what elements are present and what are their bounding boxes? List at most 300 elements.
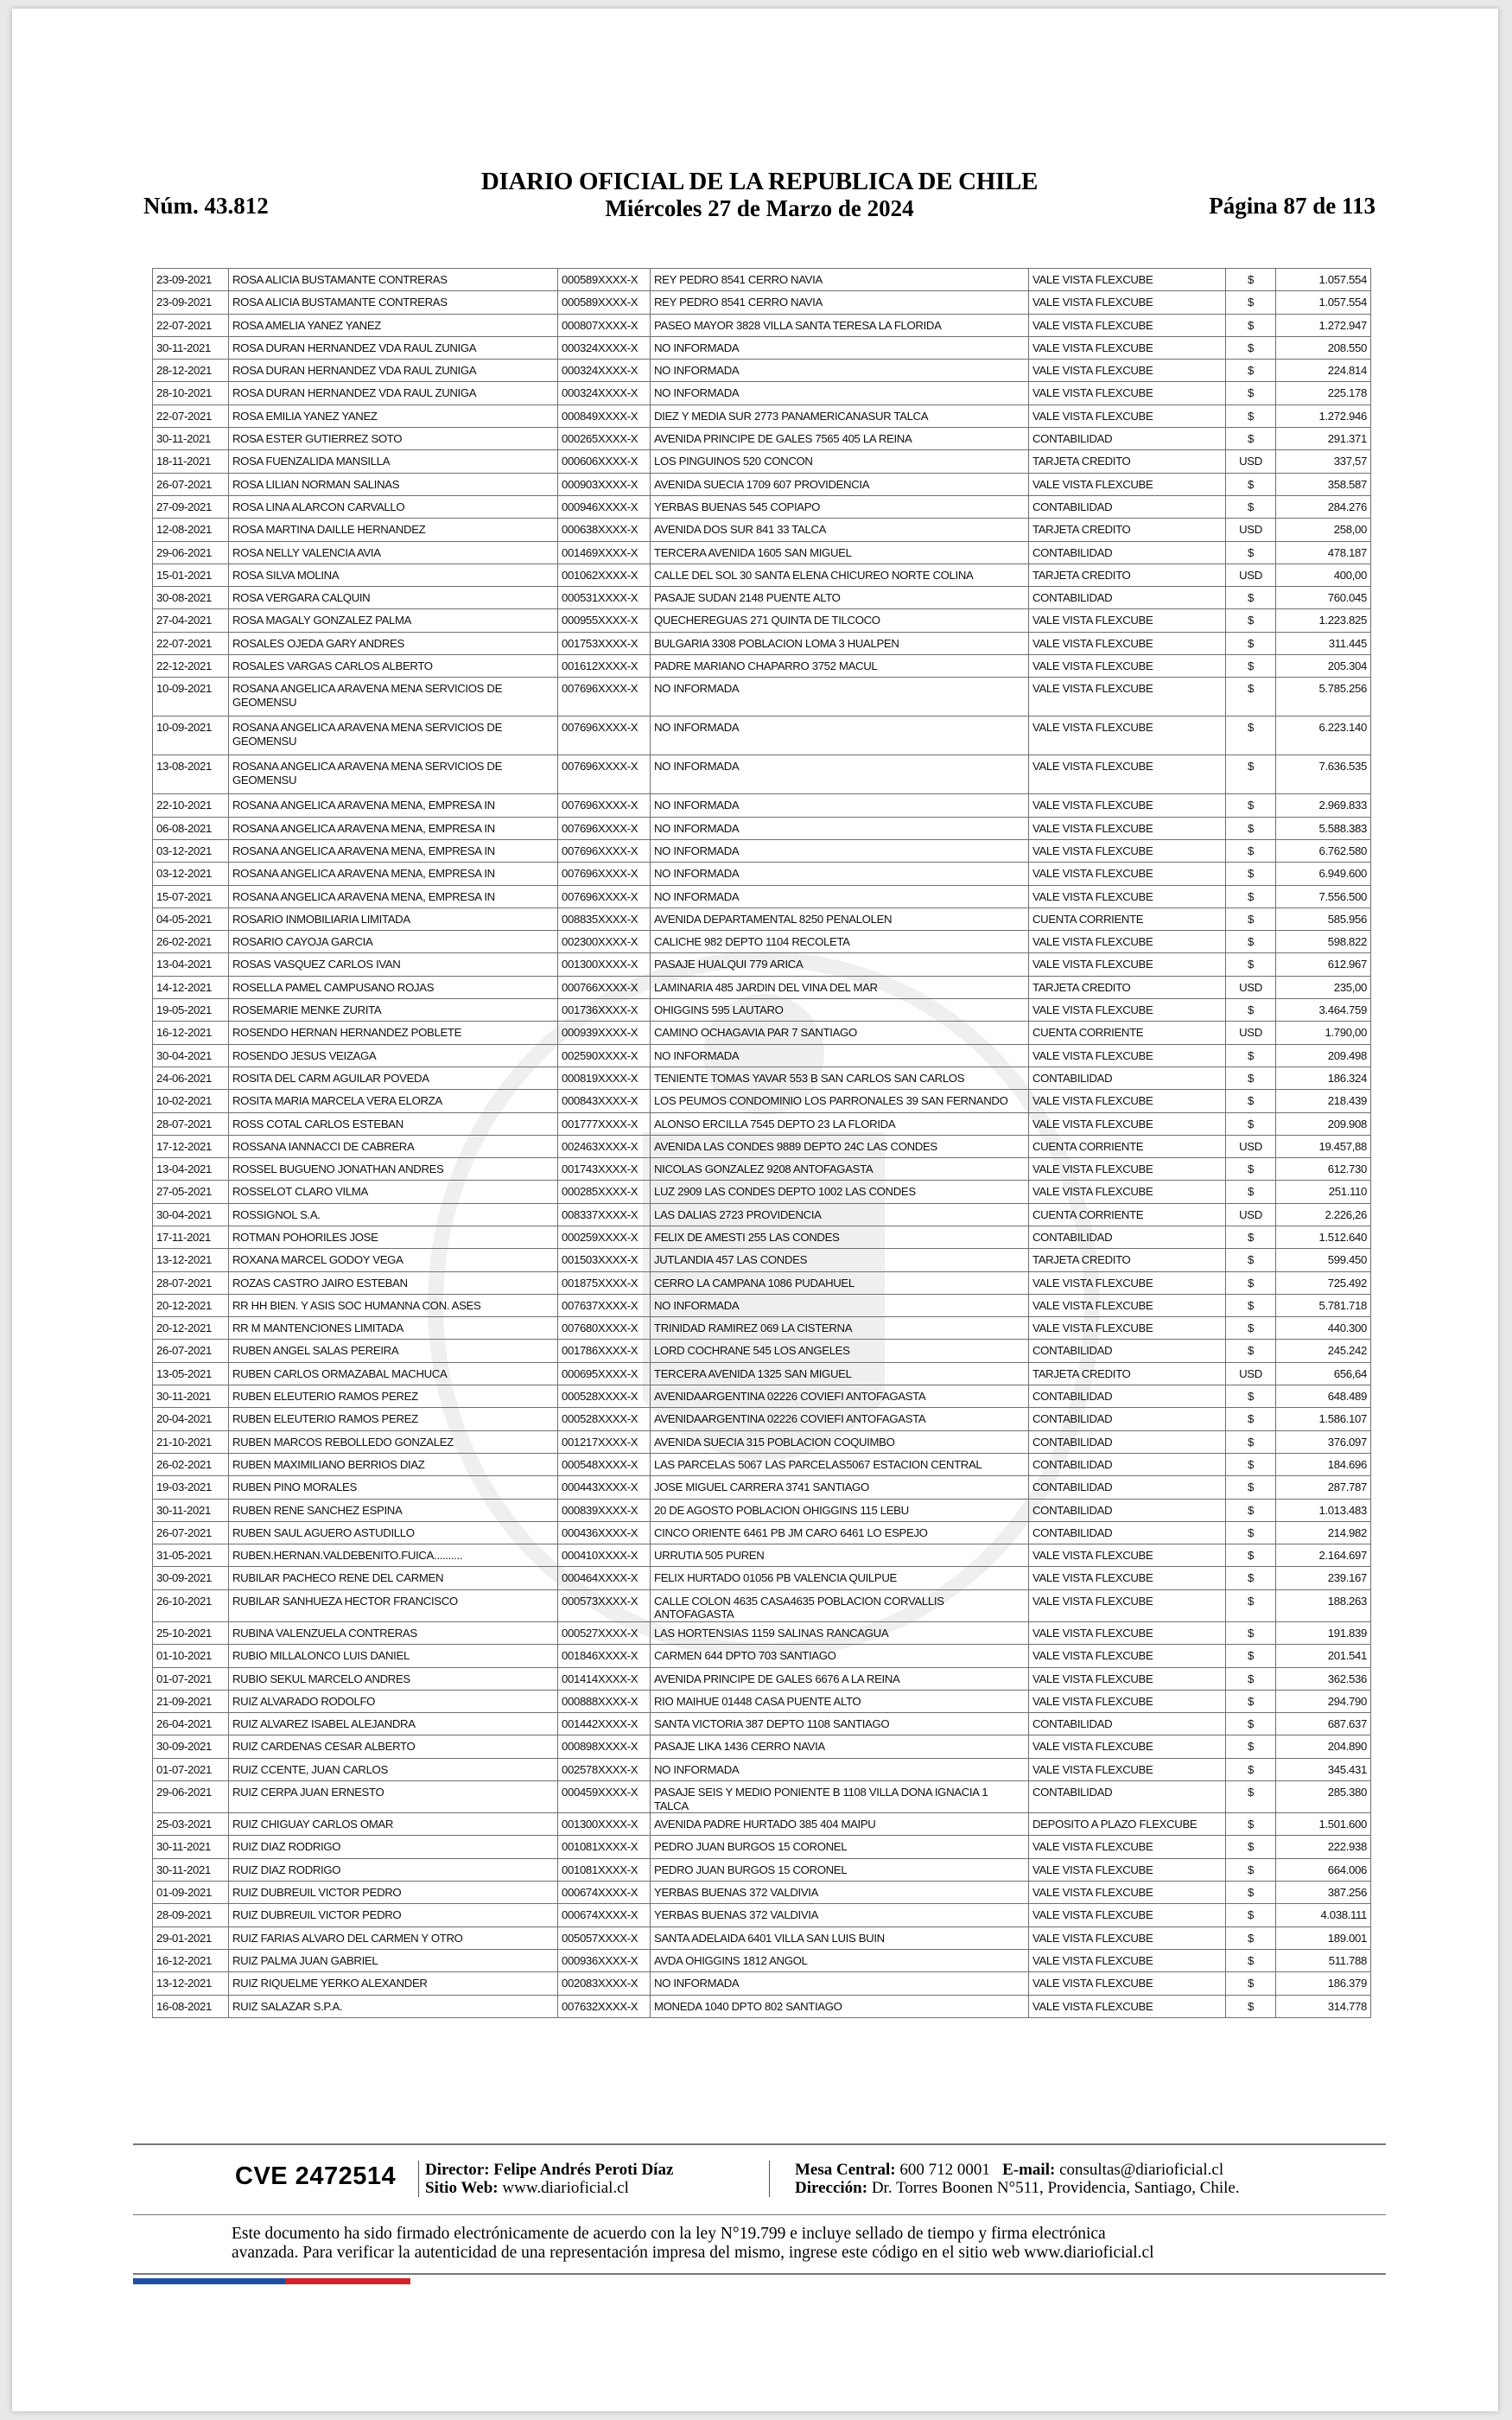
row-date: 25-10-2021 <box>153 1621 229 1644</box>
row-address: PASAJE SEIS Y MEDIO PONIENTE B 1108 VILLA DONA IGNACIA 1 TALCA <box>651 1781 1029 1813</box>
row-address: YERBAS BUENAS 372 VALDIVIA <box>651 1904 1029 1926</box>
row-name: RUIZ DUBREUIL VICTOR PEDRO <box>229 1882 558 1904</box>
row-name: ROSANA ANGELICA ARAVENA MENA, EMPRESA IN <box>229 863 558 885</box>
row-date: 17-11-2021 <box>153 1226 229 1248</box>
row-date: 01-07-2021 <box>153 1667 229 1690</box>
row-rut: 007696XXXX-X <box>558 755 651 794</box>
row-rut: 007696XXXX-X <box>558 716 651 755</box>
table-row <box>153 953 1371 976</box>
row-type: VALE VISTA FLEXCUBE <box>1029 632 1226 654</box>
table-row <box>153 473 1371 495</box>
row-amount: 294.790 <box>1276 1690 1371 1712</box>
table-row <box>153 1713 1371 1735</box>
row-rut: 002083XXXX-X <box>558 1972 651 1995</box>
row-name: ROXANA MARCEL GODOY VEGA <box>229 1249 558 1271</box>
row-amount: 5.781.718 <box>1276 1294 1371 1316</box>
flag-red-stripe <box>285 2278 410 2284</box>
row-date: 10-09-2021 <box>153 716 229 755</box>
row-rut: 001469XXXX-X <box>558 541 651 564</box>
row-name: RUIZ CHIGUAY CARLOS OMAR <box>229 1813 558 1836</box>
row-type: VALE VISTA FLEXCUBE <box>1029 1645 1226 1667</box>
row-amount: 3.464.759 <box>1276 999 1371 1022</box>
row-currency: $ <box>1226 1249 1276 1271</box>
row-amount: 287.787 <box>1276 1476 1371 1499</box>
row-address: JUTLANDIA 457 LAS CONDES <box>651 1249 1029 1271</box>
table-row <box>153 360 1371 382</box>
email-link[interactable]: consultas@diarioficial.cl <box>1059 2161 1224 2179</box>
row-address: LUZ 2909 LAS CONDES DEPTO 1002 LAS CONDES <box>651 1181 1029 1203</box>
row-address: NO INFORMADA <box>651 716 1029 755</box>
row-address: NO INFORMADA <box>651 1294 1029 1316</box>
row-rut: 000436XXXX-X <box>558 1521 651 1544</box>
table-row <box>153 1499 1371 1521</box>
row-amount: 648.489 <box>1276 1385 1371 1408</box>
row-name: RUBEN SAUL AGUERO ASTUDILLO <box>229 1521 558 1544</box>
row-currency: $ <box>1226 1690 1276 1712</box>
row-date: 12-08-2021 <box>153 519 229 541</box>
row-date: 20-04-2021 <box>153 1408 229 1430</box>
row-address: BULGARIA 3308 POBLACION LOMA 3 HUALPEN <box>651 632 1029 654</box>
row-date: 23-09-2021 <box>153 291 229 314</box>
row-rut: 000807XXXX-X <box>558 314 651 336</box>
page-number: Página 87 de 113 <box>1209 193 1375 219</box>
row-type: TARJETA CREDITO <box>1029 976 1226 998</box>
row-date: 01-07-2021 <box>153 1758 229 1780</box>
row-currency: $ <box>1226 1067 1276 1089</box>
row-rut: 001753XXXX-X <box>558 632 651 654</box>
row-type: VALE VISTA FLEXCUBE <box>1029 1544 1226 1567</box>
row-rut: 000410XXXX-X <box>558 1544 651 1567</box>
row-date: 04-05-2021 <box>153 908 229 930</box>
row-currency: $ <box>1226 863 1276 885</box>
row-name: RUIZ CCENTE, JUAN CARLOS <box>229 1758 558 1780</box>
row-date: 17-12-2021 <box>153 1135 229 1157</box>
row-currency: $ <box>1226 1621 1276 1644</box>
row-currency: $ <box>1226 931 1276 953</box>
table-row <box>153 839 1371 862</box>
row-amount: 1.223.825 <box>1276 609 1371 632</box>
row-name: ROSA MAGALY GONZALEZ PALMA <box>229 609 558 632</box>
row-rut: 007696XXXX-X <box>558 794 651 817</box>
row-amount: 208.550 <box>1276 336 1371 359</box>
footer-separator <box>418 2161 419 2197</box>
row-currency: $ <box>1226 1567 1276 1589</box>
row-date: 03-12-2021 <box>153 863 229 885</box>
row-type: VALE VISTA FLEXCUBE <box>1029 678 1226 716</box>
row-currency: $ <box>1226 1294 1276 1316</box>
row-rut: 000843XXXX-X <box>558 1090 651 1112</box>
row-rut: 005057XXXX-X <box>558 1926 651 1949</box>
row-amount: 585.956 <box>1276 908 1371 930</box>
table-row <box>153 1340 1371 1362</box>
row-address: QUECHEREGUAS 271 QUINTA DE TILCOCO <box>651 609 1029 632</box>
row-name: RUBIO MILLALONCO LUIS DANIEL <box>229 1645 558 1667</box>
row-date: 20-12-2021 <box>153 1317 229 1340</box>
row-date: 16-08-2021 <box>153 1995 229 2017</box>
row-currency: $ <box>1226 716 1276 755</box>
row-date: 30-09-2021 <box>153 1735 229 1758</box>
row-address: PEDRO JUAN BURGOS 15 CORONEL <box>651 1836 1029 1858</box>
row-address: NO INFORMADA <box>651 360 1029 382</box>
table-row <box>153 1949 1371 1971</box>
row-currency: $ <box>1226 1645 1276 1667</box>
row-currency: $ <box>1226 1904 1276 1926</box>
row-name: RUIZ DIAZ RODRIGO <box>229 1836 558 1858</box>
table-row <box>153 1995 1371 2017</box>
row-date: 13-12-2021 <box>153 1249 229 1271</box>
address-value: Dr. Torres Boonen N°511, Providencia, Santiago, Chile. <box>871 2179 1240 2197</box>
row-name: RUBEN CARLOS ORMAZABAL MACHUCA <box>229 1362 558 1385</box>
table-row <box>153 755 1371 794</box>
row-type: CONTABILIDAD <box>1029 1385 1226 1408</box>
row-date: 01-09-2021 <box>153 1882 229 1904</box>
row-name: ROSA ESTER GUTIERREZ SOTO <box>229 428 558 450</box>
row-currency: $ <box>1226 1226 1276 1248</box>
row-name: ROSARIO INMOBILIARIA LIMITADA <box>229 908 558 930</box>
row-currency: $ <box>1226 1995 1276 2017</box>
table-row <box>153 1836 1371 1858</box>
row-currency: $ <box>1226 1758 1276 1780</box>
row-address: PADRE MARIANO CHAPARRO 3752 MACUL <box>651 655 1029 678</box>
row-rut: 001081XXXX-X <box>558 1858 651 1881</box>
row-date: 20-12-2021 <box>153 1294 229 1316</box>
row-address: AVENIDA LAS CONDES 9889 DEPTO 24C LAS CONDES <box>651 1135 1029 1157</box>
row-rut: 007696XXXX-X <box>558 885 651 908</box>
row-date: 10-02-2021 <box>153 1090 229 1112</box>
row-amount: 1.790,00 <box>1276 1022 1371 1044</box>
row-address: PASAJE LIKA 1436 CERRO NAVIA <box>651 1735 1029 1758</box>
row-amount: 209.498 <box>1276 1044 1371 1067</box>
table-row <box>153 1521 1371 1544</box>
row-name: ROSENDO HERNAN HERNANDEZ POBLETE <box>229 1022 558 1044</box>
table-row <box>153 678 1371 716</box>
row-address: CALICHE 982 DEPTO 1104 RECOLETA <box>651 931 1029 953</box>
row-amount: 1.057.554 <box>1276 269 1371 291</box>
row-type: VALE VISTA FLEXCUBE <box>1029 1112 1226 1135</box>
row-address: MONEDA 1040 DPTO 802 SANTIAGO <box>651 1995 1029 2017</box>
row-type: VALE VISTA FLEXCUBE <box>1029 473 1226 495</box>
row-rut: 007696XXXX-X <box>558 817 651 839</box>
table-row <box>153 1758 1371 1780</box>
publication-date: Miércoles 27 de Marzo de 2024 <box>605 195 914 221</box>
row-name: ROSSIGNOL S.A. <box>229 1203 558 1226</box>
table-row <box>153 1926 1371 1949</box>
row-type: VALE VISTA FLEXCUBE <box>1029 269 1226 291</box>
row-currency: $ <box>1226 269 1276 291</box>
table-row <box>153 999 1371 1022</box>
row-amount: 2.969.833 <box>1276 794 1371 817</box>
row-currency: $ <box>1226 1813 1276 1836</box>
table-row <box>153 587 1371 609</box>
row-name: ROSA DURAN HERNANDEZ VDA RAUL ZUNIGA <box>229 360 558 382</box>
table-row <box>153 1044 1371 1067</box>
row-type: VALE VISTA FLEXCUBE <box>1029 1926 1226 1949</box>
row-name: RUIZ FARIAS ALVARO DEL CARMEN Y OTRO <box>229 1926 558 1949</box>
row-type: VALE VISTA FLEXCUBE <box>1029 885 1226 908</box>
row-currency: $ <box>1226 1589 1276 1621</box>
row-rut: 001300XXXX-X <box>558 953 651 976</box>
row-address: NICOLAS GONZALEZ 9208 ANTOFAGASTA <box>651 1158 1029 1181</box>
row-currency: $ <box>1226 382 1276 404</box>
row-currency: USD <box>1226 450 1276 473</box>
row-address: CARMEN 644 DPTO 703 SANTIAGO <box>651 1645 1029 1667</box>
row-date: 30-11-2021 <box>153 1385 229 1408</box>
row-date: 30-11-2021 <box>153 428 229 450</box>
row-amount: 7.556.500 <box>1276 885 1371 908</box>
table-row <box>153 1690 1371 1712</box>
row-type: VALE VISTA FLEXCUBE <box>1029 1972 1226 1995</box>
row-name: ROSA AMELIA YANEZ YANEZ <box>229 314 558 336</box>
table-row <box>153 976 1371 998</box>
row-name: ROSA DURAN HERNANDEZ VDA RAUL ZUNIGA <box>229 382 558 404</box>
row-amount: 478.187 <box>1276 541 1371 564</box>
table-row <box>153 404 1371 427</box>
row-rut: 000528XXXX-X <box>558 1408 651 1430</box>
table-row <box>153 1476 1371 1499</box>
row-date: 22-07-2021 <box>153 632 229 654</box>
row-rut: 000324XXXX-X <box>558 360 651 382</box>
row-rut: 001743XXXX-X <box>558 1158 651 1181</box>
row-rut: 007637XXXX-X <box>558 1294 651 1316</box>
row-address: JOSE MIGUEL CARRERA 3741 SANTIAGO <box>651 1476 1029 1499</box>
row-address: URRUTIA 505 PUREN <box>651 1544 1029 1567</box>
row-name: ROSA ALICIA BUSTAMANTE CONTRERAS <box>229 291 558 314</box>
row-name: RUBEN MAXIMILIANO BERRIOS DIAZ <box>229 1453 558 1475</box>
row-name: ROSANA ANGELICA ARAVENA MENA SERVICIOS DE GEOMENSU <box>229 678 558 716</box>
row-type: VALE VISTA FLEXCUBE <box>1029 1271 1226 1294</box>
row-currency: $ <box>1226 1271 1276 1294</box>
row-date: 29-06-2021 <box>153 1781 229 1813</box>
director-label: Director: <box>425 2161 490 2179</box>
row-amount: 1.586.107 <box>1276 1408 1371 1430</box>
row-type: VALE VISTA FLEXCUBE <box>1029 336 1226 359</box>
row-date: 30-11-2021 <box>153 1499 229 1521</box>
row-rut: 001612XXXX-X <box>558 655 651 678</box>
row-rut: 000674XXXX-X <box>558 1904 651 1926</box>
row-type: VALE VISTA FLEXCUBE <box>1029 716 1226 755</box>
document-page <box>12 9 1498 2411</box>
row-amount: 345.431 <box>1276 1758 1371 1780</box>
table-row <box>153 794 1371 817</box>
row-currency: $ <box>1226 1926 1276 1949</box>
row-rut: 008835XXXX-X <box>558 908 651 930</box>
row-currency: $ <box>1226 1735 1276 1758</box>
web-label: Sitio Web: <box>425 2179 499 2197</box>
row-name: RR M MANTENCIONES LIMITADA <box>229 1317 558 1340</box>
row-currency: $ <box>1226 1453 1276 1475</box>
row-date: 13-05-2021 <box>153 1362 229 1385</box>
row-address: LAMINARIA 485 JARDIN DEL VINA DEL MAR <box>651 976 1029 998</box>
row-amount: 186.379 <box>1276 1972 1371 1995</box>
page-header <box>133 169 1386 222</box>
address-label: Dirección: <box>795 2179 868 2197</box>
row-currency: $ <box>1226 1476 1276 1499</box>
row-amount: 218.439 <box>1276 1090 1371 1112</box>
row-address: AVENIDA SUECIA 1709 607 PROVIDENCIA <box>651 473 1029 495</box>
row-address: AVENIDA DEPARTAMENTAL 8250 PENALOLEN <box>651 908 1029 930</box>
row-currency: USD <box>1226 1135 1276 1157</box>
row-amount: 687.637 <box>1276 1713 1371 1735</box>
row-type: VALE VISTA FLEXCUBE <box>1029 953 1226 976</box>
flag-blue-stripe <box>133 2278 285 2284</box>
row-address: DIEZ Y MEDIA SUR 2773 PANAMERICANASUR TALCA <box>651 404 1029 427</box>
row-date: 21-10-2021 <box>153 1430 229 1453</box>
row-name: ROTMAN POHORILES JOSE <box>229 1226 558 1248</box>
table-row <box>153 382 1371 404</box>
row-amount: 511.788 <box>1276 1949 1371 1971</box>
row-rut: 000548XXXX-X <box>558 1453 651 1475</box>
row-rut: 000606XXXX-X <box>558 450 651 473</box>
row-currency: $ <box>1226 908 1276 930</box>
row-date: 30-11-2021 <box>153 1858 229 1881</box>
row-name: RUIZ ALVAREZ ISABEL ALEJANDRA <box>229 1713 558 1735</box>
row-address: AVDA OHIGGINS 1812 ANGOL <box>651 1949 1029 1971</box>
web-link[interactable]: www.diarioficial.cl <box>502 2179 629 2197</box>
table-row <box>153 1317 1371 1340</box>
row-amount: 376.097 <box>1276 1430 1371 1453</box>
table-row <box>153 1544 1371 1567</box>
row-date: 29-01-2021 <box>153 1926 229 1949</box>
row-currency: $ <box>1226 885 1276 908</box>
row-address: REY PEDRO 8541 CERRO NAVIA <box>651 291 1029 314</box>
table-row <box>153 1621 1371 1644</box>
row-rut: 000849XXXX-X <box>558 404 651 427</box>
row-type: CONTABILIDAD <box>1029 587 1226 609</box>
row-rut: 007696XXXX-X <box>558 839 651 862</box>
row-date: 30-11-2021 <box>153 336 229 359</box>
row-date: 15-01-2021 <box>153 564 229 586</box>
row-type: CONTABILIDAD <box>1029 1067 1226 1089</box>
row-name: ROSALES VARGAS CARLOS ALBERTO <box>229 655 558 678</box>
row-address: LAS HORTENSIAS 1159 SALINAS RANCAGUA <box>651 1621 1029 1644</box>
row-date: 23-09-2021 <box>153 269 229 291</box>
row-type: VALE VISTA FLEXCUBE <box>1029 1690 1226 1712</box>
row-rut: 001217XXXX-X <box>558 1430 651 1453</box>
row-address: NO INFORMADA <box>651 336 1029 359</box>
row-type: VALE VISTA FLEXCUBE <box>1029 1044 1226 1067</box>
row-currency: $ <box>1226 1882 1276 1904</box>
table-row <box>153 1408 1371 1430</box>
table-row <box>153 336 1371 359</box>
table-row <box>153 1294 1371 1316</box>
cve-code: CVE 2472514 <box>235 2162 397 2190</box>
table-row <box>153 564 1371 586</box>
row-type: CONTABILIDAD <box>1029 1226 1226 1248</box>
row-currency: $ <box>1226 1781 1276 1813</box>
row-currency: $ <box>1226 817 1276 839</box>
row-rut: 002590XXXX-X <box>558 1044 651 1067</box>
row-currency: $ <box>1226 1158 1276 1181</box>
row-address: CAMINO OCHAGAVIA PAR 7 SANTIAGO <box>651 1022 1029 1044</box>
table-row <box>153 908 1371 930</box>
row-date: 26-02-2021 <box>153 931 229 953</box>
row-amount: 291.371 <box>1276 428 1371 450</box>
row-amount: 224.814 <box>1276 360 1371 382</box>
row-date: 03-12-2021 <box>153 839 229 862</box>
row-amount: 612.730 <box>1276 1158 1371 1181</box>
table-row <box>153 1135 1371 1157</box>
row-rut: 000324XXXX-X <box>558 382 651 404</box>
row-currency: USD <box>1226 1203 1276 1226</box>
director-value: Felipe Andrés Peroti Díaz <box>493 2161 674 2179</box>
row-date: 13-04-2021 <box>153 953 229 976</box>
row-date: 29-06-2021 <box>153 541 229 564</box>
row-type: VALE VISTA FLEXCUBE <box>1029 314 1226 336</box>
row-date: 13-08-2021 <box>153 755 229 794</box>
row-currency: $ <box>1226 1836 1276 1858</box>
row-address: NO INFORMADA <box>651 755 1029 794</box>
row-currency: $ <box>1226 1044 1276 1067</box>
row-date: 27-09-2021 <box>153 495 229 518</box>
row-type: CUENTA CORRIENTE <box>1029 908 1226 930</box>
row-address: NO INFORMADA <box>651 1044 1029 1067</box>
row-type: VALE VISTA FLEXCUBE <box>1029 1294 1226 1316</box>
row-name: ROSANA ANGELICA ARAVENA MENA SERVICIOS DE GEOMENSU <box>229 755 558 794</box>
row-date: 10-09-2021 <box>153 678 229 716</box>
row-rut: 000695XXXX-X <box>558 1362 651 1385</box>
row-amount: 656,64 <box>1276 1362 1371 1385</box>
table-row <box>153 291 1371 314</box>
row-address: AVENIDA SUECIA 315 POBLACION COQUIMBO <box>651 1430 1029 1453</box>
row-date: 15-07-2021 <box>153 885 229 908</box>
table-row <box>153 1781 1371 1813</box>
row-amount: 222.938 <box>1276 1836 1371 1858</box>
row-rut: 000527XXXX-X <box>558 1621 651 1644</box>
row-type: CUENTA CORRIENTE <box>1029 1203 1226 1226</box>
row-type: TARJETA CREDITO <box>1029 519 1226 541</box>
row-rut: 007696XXXX-X <box>558 678 651 716</box>
row-amount: 1.501.600 <box>1276 1813 1371 1836</box>
table-row <box>153 931 1371 953</box>
row-name: RR HH BIEN. Y ASIS SOC HUMANNA CON. ASES <box>229 1294 558 1316</box>
row-address: YERBAS BUENAS 545 COPIAPO <box>651 495 1029 518</box>
row-type: VALE VISTA FLEXCUBE <box>1029 1589 1226 1621</box>
row-address: TERCERA AVENIDA 1325 SAN MIGUEL <box>651 1362 1029 1385</box>
records-table <box>152 268 1371 2018</box>
row-amount: 245.242 <box>1276 1340 1371 1362</box>
row-currency: $ <box>1226 1112 1276 1135</box>
row-amount: 1.512.640 <box>1276 1226 1371 1248</box>
table-row <box>153 541 1371 564</box>
row-amount: 284.276 <box>1276 495 1371 518</box>
row-name: RUIZ ALVARADO RODOLFO <box>229 1690 558 1712</box>
row-address: OHIGGINS 595 LAUTARO <box>651 999 1029 1022</box>
row-address: TENIENTE TOMAS YAVAR 553 B SAN CARLOS SAN CARLOS <box>651 1067 1029 1089</box>
table-row <box>153 1112 1371 1135</box>
row-type: VALE VISTA FLEXCUBE <box>1029 1567 1226 1589</box>
footer-separator <box>769 2161 770 2197</box>
row-currency: $ <box>1226 1713 1276 1735</box>
row-date: 30-11-2021 <box>153 1836 229 1858</box>
row-type: VALE VISTA FLEXCUBE <box>1029 1836 1226 1858</box>
row-currency: $ <box>1226 495 1276 518</box>
table-row <box>153 1567 1371 1589</box>
row-name: ROSSEL BUGUENO JONATHAN ANDRES <box>229 1158 558 1181</box>
row-amount: 191.839 <box>1276 1621 1371 1644</box>
row-amount: 1.272.947 <box>1276 314 1371 336</box>
row-type: VALE VISTA FLEXCUBE <box>1029 1621 1226 1644</box>
row-date: 26-07-2021 <box>153 1521 229 1544</box>
table-row <box>153 269 1371 291</box>
row-date: 26-07-2021 <box>153 1340 229 1362</box>
row-currency: $ <box>1226 1340 1276 1362</box>
row-type: VALE VISTA FLEXCUBE <box>1029 655 1226 678</box>
row-amount: 209.908 <box>1276 1112 1371 1135</box>
row-address: LOS PEUMOS CONDOMINIO LOS PARRONALES 39 SAN FERNANDO <box>651 1090 1029 1112</box>
row-date: 26-10-2021 <box>153 1589 229 1621</box>
row-type: CONTABILIDAD <box>1029 1340 1226 1362</box>
row-rut: 000903XXXX-X <box>558 473 651 495</box>
